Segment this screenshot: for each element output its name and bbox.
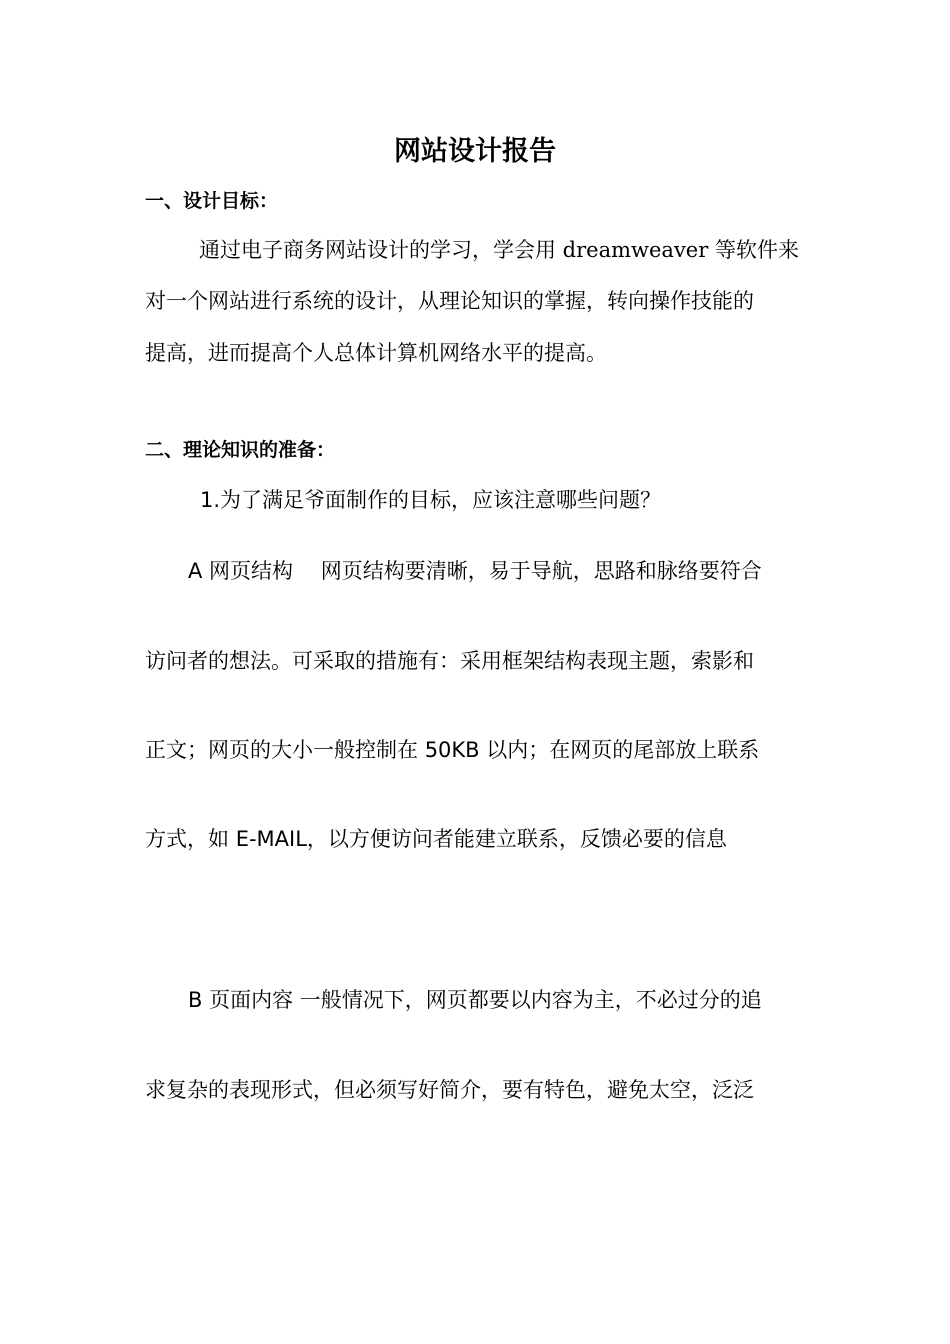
section-heading-design-goals: 一、设计目标： (145, 190, 279, 212)
question-line (200, 486, 661, 514)
item-b-text: 页面内容 一般情况下，网页都要以内容为主，不必过分的追 (202, 988, 762, 1012)
paragraph-line: 对一个网站进行系统的设计，从理论知识的掌握，转向操作技能的 (145, 289, 754, 313)
item-b-line (188, 986, 762, 1014)
question-number: 1. (200, 488, 221, 512)
section-heading-theory-prep: 二、理论知识的准备： (145, 439, 336, 461)
item-a-text: 网页结构 网页结构要清晰，易于导航，思路和脉络要符合 (202, 559, 762, 583)
email-term: E-MAIL (235, 827, 307, 851)
size-value: 50KB (424, 738, 480, 762)
text-run: ，以方便访问者能建立联系，反馈必要的信息 (306, 827, 727, 851)
paragraph-line: 求复杂的表现形式，但必须写好简介，要有特色，避免太空，泛泛 (145, 1078, 754, 1102)
item-a-letter: A (188, 559, 203, 583)
text-run: 以内；在网页的尾部放上联系 (479, 738, 760, 762)
page-title: 网站设计报告 (394, 136, 556, 167)
text-run: 方式，如 (145, 827, 236, 851)
paragraph-line (145, 736, 759, 764)
paragraph-line (145, 825, 727, 853)
paragraph-line: 访问者的想法。可采取的措施有：采用框架结构表现主题，索影和 (145, 649, 754, 673)
question-text: 为了满足爷面制作的目标，应该注意哪些问题？ (220, 488, 662, 512)
item-b-letter: B (188, 988, 203, 1012)
text-run: 正文；网页的大小一般控制在 (145, 738, 425, 762)
paragraph-line: 通过电子商务网站设计的学习，学会用 dreamweaver 等软件来 (199, 238, 799, 262)
paragraph-line: 提高，进而提高个人总体计算机网络水平的提高。 (145, 341, 607, 365)
item-a-line (188, 557, 762, 585)
